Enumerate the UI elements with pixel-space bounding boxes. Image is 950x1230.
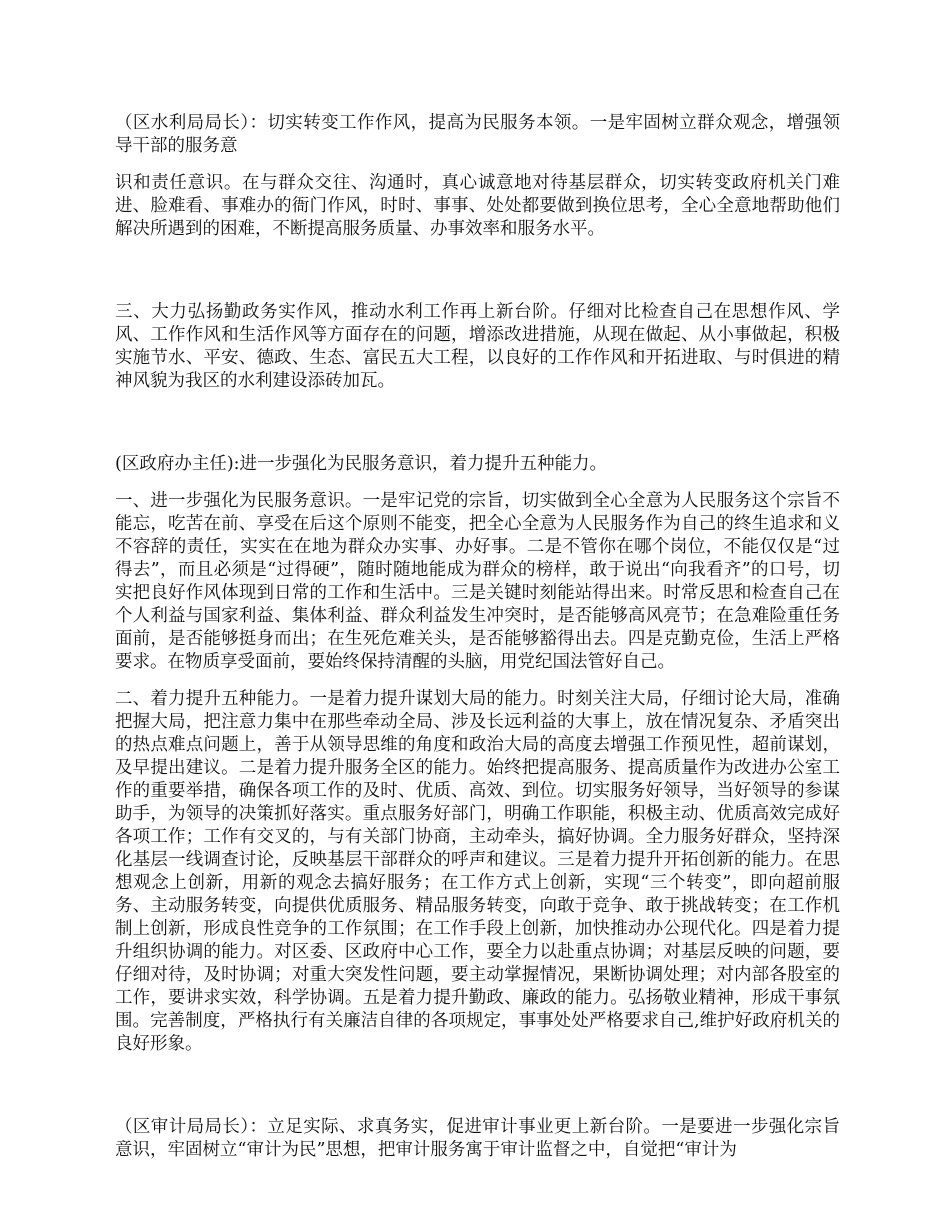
paragraph: 二、着力提升五种能力。一是着力提升谋划大局的能力。时刻关注大局，仔细讨论大局，准确把握大局，把注意力集中在那些牵动全局、涉及长远利益的大事上，放在情况复杂、矛盾突出的热点难点问题上，善于从领导思维的角度和政治大局的高度去增强工作预见性，超前谋划，及早提出建议。二是着力提升服务全区的能力。始终把提高服务、提高质量作为改进办公室工作的重要举措，确保各项工作的及时、优质、高效、到位。切实服务好领导，当好领导的参谋助手，为领导的决策抓好落实。重点服务好部门，明确工作职能，积极主动、优质高效完成好各项工作；工作有交叉的，与有关部门协商，主动牵头，搞好协调。全力服务好群众，坚持深化基层一线调查讨论，反映基层干部群众的呼声和建议。三是着力提升开拓创新的能力。在思想观念上创新，用新的观念去搞好服务；在工作方式上创新，实现“三个转变”，即向超前服务、主动服务转变，向提供优质服务、精品服务转变，向敢于竞争、敢于挑战转变；在工作机制上创新，形成良性竞争的工作氛围；在工作手段上创新，加快推动办公现代化。四是着力提升组织协调的能力。对区委、区政府中心工作，要全力以赴重点协调；对基层反映的问题，要仔细对待，及时协调；对重大突发性问题，要主动掌握情况，果断协调处理；对内部各股室的工作，要讲求实效，科学协调。五是着力提升勤政、廉政的能力。弘扬敬业精神，形成干事氛围。完善制度，严格执行有关廉洁自律的各项规定，事事处处严格要求自己,维护好政府机关的良好形象。	[115, 689, 840, 1054]
paragraph-gap	[115, 255, 840, 301]
paragraph: (区政府办主任):进一步强化为民服务意识，着力提升五种能力。	[115, 454, 608, 474]
paragraph: 三、大力弘扬勤政务实作风，推动水利工作再上新台阶。仔细对比检查自己在思想作风、学风、工作作风和生活作风等方面存在的问题，增添改进措施，从现在做起、从小事做起，积极实施节水、平安、德政、生态、富民五大工程，以良好的工作作风和开拓进取、与时俱进的精神风貌为我区的水利建设添砖加瓦。	[115, 302, 840, 391]
paragraph: 识和责任意识。在与群众交往、沟通时，真心诚意地对待基层群众，切实转变政府机关门难进、脸难看、事难办的衙门作风，时时、事事、处处都要做到换位思考，全心全意地帮助他们解决所遇到的困难，不断提高服务质量、办事效率和服务水平。	[115, 173, 840, 239]
paragraph-gap	[115, 1070, 840, 1116]
document-body	[115, 112, 840, 1176]
paragraph-gap	[115, 407, 840, 453]
paragraph: （区审计局局长）：立足实际、求真务实，促进审计事业更上新台阶。一是要进一步强化宗旨意识，牢固树立“审计为民”思想，把审计服务寓于审计监督之中，自觉把“审计为	[115, 1117, 840, 1160]
paragraph: （区水利局局长）：切实转变工作作风，提高为民服务本领。一是牢固树立群众观念，增强领导干部的服务意	[115, 113, 840, 156]
paragraph: 一、进一步强化为民服务意识。一是牢记党的宗旨，切实做到全心全意为人民服务这个宗旨不能忘，吃苦在前、享受在后这个原则不能变，把全心全意为人民服务作为自己的终生追求和义不容辞的责任，实实在在地为群众办实事、办好事。二是不管你在哪个岗位，不能仅仅是“过得去”，而且必须是“过得硬”，随时随地能成为群众的榜样，敢于说出“向我看齐”的口号，切实把良好作风体现到日常的工作和生活中。三是关键时刻能站得出来。时常反思和检查自己在个人利益与国家利益、集体利益、群众利益发生冲突时，是否能够高风亮节；在急难险重任务面前，是否能够挺身而出；在生死危难关头，是否能够豁得出去。四是克勤克俭，生活上严格要求。在物质享受面前，要始终保持清醒的头脑，用党纪国法管好自己。	[115, 491, 840, 672]
